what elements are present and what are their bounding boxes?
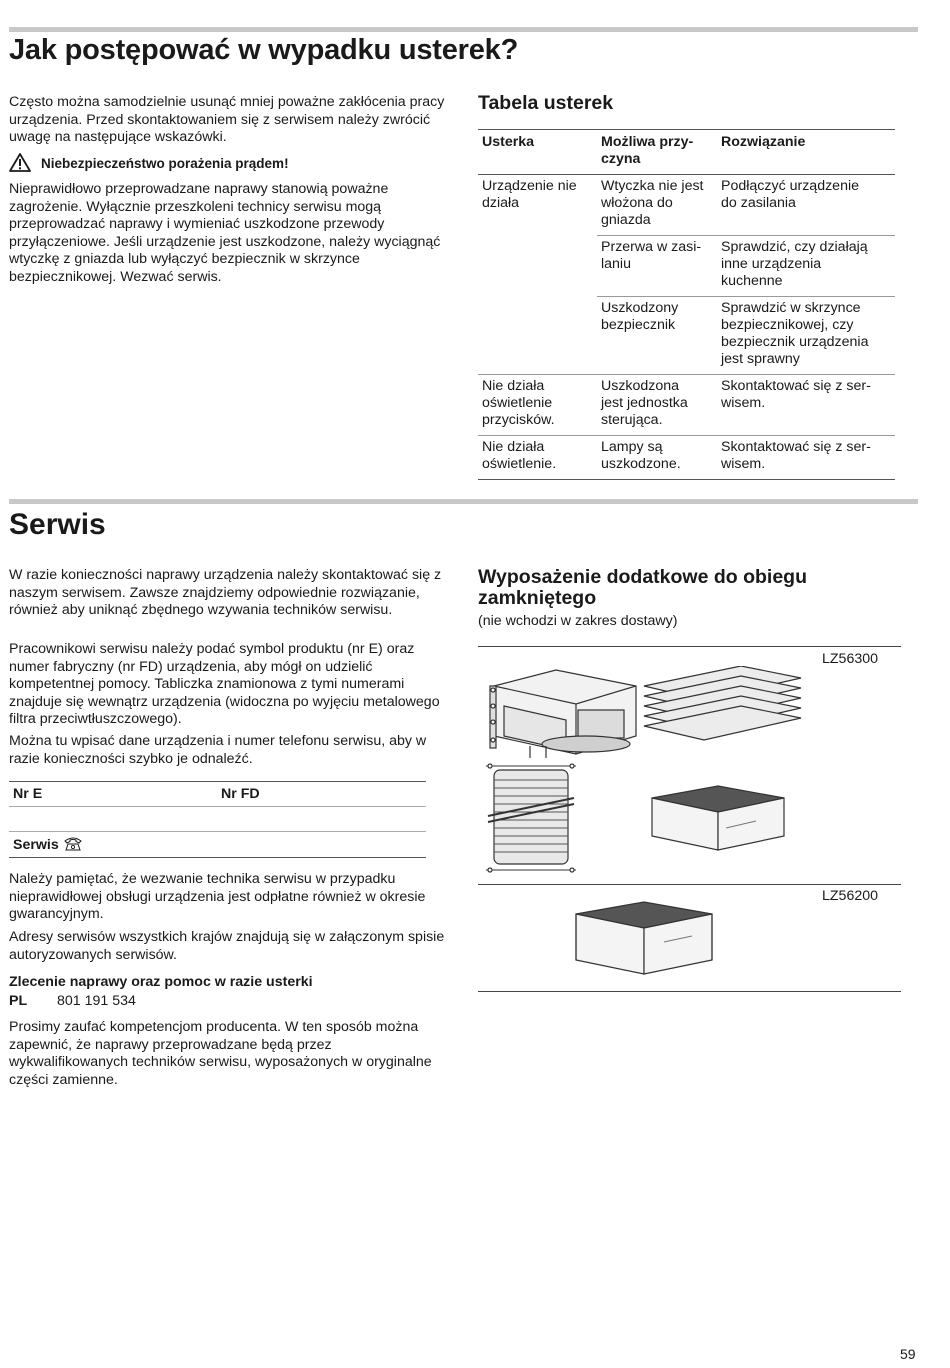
intro-paragraph: Często można samodzielnie usunąć mniej poważne zakłócenia pracy urządzenia. Przed skontaktowaniem się z serwisem należy zwrócić uwagę na następujące wskazówki.	[9, 94, 445, 145]
service-title: Serwis	[9, 508, 106, 541]
table-cell: Skontaktować się z ser- wisem.	[717, 436, 895, 480]
service-paragraph-4: Należy pamiętać, że wezwanie technika serwisu w przypadku nieprawidłowej obsługi urządzenia jest odpłatne również w okresie gwarancyjnym.	[9, 871, 426, 922]
table-cell: Sprawdzić w skrzynce bezpiecznikowej, czy bezpiecznik urządzenia jest sprawny	[717, 297, 895, 375]
table-cell: Podłączyć urządzenie do zasilania	[717, 175, 895, 236]
table-cell: Uszkodzony bezpiecznik	[597, 297, 717, 375]
table-cell: Przerwa w zasi- laniu	[597, 236, 717, 297]
service-label: Serwis	[13, 837, 59, 853]
table-cell: Uszkodzona jest jednostka sterująca.	[597, 375, 717, 436]
phone-icon	[63, 836, 83, 852]
service-paragraph-6: Prosimy zaufać kompetencjom producenta. W ten sposób można zapewnić, że naprawy przeprowadzane będą przez wykwalifikowanych techników serwisu, wyposażonych w oryginalne części zamienne.	[9, 1019, 432, 1088]
recirculation-kit-illustration	[486, 666, 806, 876]
table-row	[478, 297, 895, 375]
accessory-divider	[478, 991, 901, 992]
table-cell: Lampy są uszkodzone.	[597, 436, 717, 480]
table-cell: Nie działa oświetlenie.	[478, 436, 597, 480]
table-cell	[478, 297, 597, 375]
table-header-row	[478, 130, 895, 175]
nr-e-label: Nr E	[13, 786, 43, 802]
nr-fd-label: Nr FD	[221, 786, 260, 802]
section-rule	[9, 27, 918, 32]
header-solution: Rozwiązanie	[717, 130, 895, 175]
header-fault: Usterka	[478, 130, 597, 175]
section-rule	[9, 499, 918, 504]
accessory-code-2: LZ56200	[822, 888, 879, 904]
accessory-divider	[478, 646, 901, 647]
service-field	[13, 836, 83, 856]
service-paragraph-3: Można tu wpisać dane urządzenia i numer telefonu serwisu, aby w razie konieczności szybko je odnaleźć.	[9, 733, 427, 767]
form-line	[9, 857, 426, 858]
table-row	[478, 236, 895, 297]
form-line	[9, 781, 426, 782]
accessories-title: Wyposażenie dodatkowe do obiegu zamkniętego	[478, 566, 808, 609]
table-row	[478, 436, 895, 480]
repair-order-title: Zlecenie naprawy oraz pomoc w razie usterki	[9, 974, 313, 990]
header-cause: Możliwa przy- czyna	[597, 130, 717, 175]
table-cell: Sprawdzić, czy działają inne urządzenia kuchenne	[717, 236, 895, 297]
warning-paragraph: Nieprawidłowo przeprowadzane naprawy stanowią poważne zagrożenie. Wyłącznie przeszkoleni technicy serwisu mogą przeprowadzać naprawy i wymieniać uszkodzone przewody przyłączeniowe. Jeśli urządzenie jest uszkodzone, należy wyciągnąć wtyczkę z gniazda lub wyłączyć bezpiecznik w skrzynce bezpiecznikowej. Wezwać serwis.	[9, 181, 441, 285]
accessory-divider	[478, 884, 901, 885]
table-cell: Skontaktować się z ser- wisem.	[717, 375, 895, 436]
carbon-filter-illustration	[574, 900, 714, 976]
service-paragraph-5: Adresy serwisów wszystkich krajów znajdują się w załączonym spisie autoryzowanych serwisów.	[9, 929, 445, 963]
phone-number: 801 191 534	[57, 993, 136, 1009]
service-phone	[9, 993, 136, 1009]
service-paragraph-1: W razie konieczności naprawy urządzenia należy skontaktować się z naszym serwisem. Zawsze znajdziemy odpowiednie rozwiązanie, również aby uniknąć zbędnego wzywania techników serwisu.	[9, 567, 442, 618]
page-title: Jak postępować w wypadku usterek?	[9, 34, 519, 66]
accessory-code-1: LZ56300	[822, 651, 879, 667]
table-cell: Urządzenie nie działa	[482, 178, 577, 211]
page-number: 59	[900, 1346, 916, 1362]
table-cell	[478, 236, 597, 297]
table-row	[478, 175, 895, 236]
form-line	[9, 806, 426, 807]
table-row	[478, 375, 895, 436]
service-paragraph-2: Pracownikowi serwisu należy podać symbol produktu (nr E) oraz numer fabryczny (nr FD) urządzenia, aby mógł on udzielić kompetentnej pomocy. Tabliczka znamionowa z tymi numerami znajduje się wewnątrz urządzenia (widoczna po wyjęciu metalowego filtra przeciwtłuszczowego).	[9, 641, 440, 727]
warning-heading	[9, 152, 449, 174]
warning-title: Niebezpieczeństwo porażenia prądem!	[41, 156, 289, 171]
country-code: PL	[9, 993, 28, 1009]
table-cell: Nie działa oświetlenie przycisków.	[478, 375, 597, 436]
fault-table	[478, 129, 895, 480]
fault-table-title: Tabela usterek	[478, 92, 614, 114]
form-line	[9, 831, 426, 832]
table-cell: Wtyczka nie jest włożona do gniazda	[597, 175, 717, 236]
accessories-subtitle: (nie wchodzi w zakres dostawy)	[478, 613, 678, 629]
warning-triangle-icon	[9, 153, 31, 172]
